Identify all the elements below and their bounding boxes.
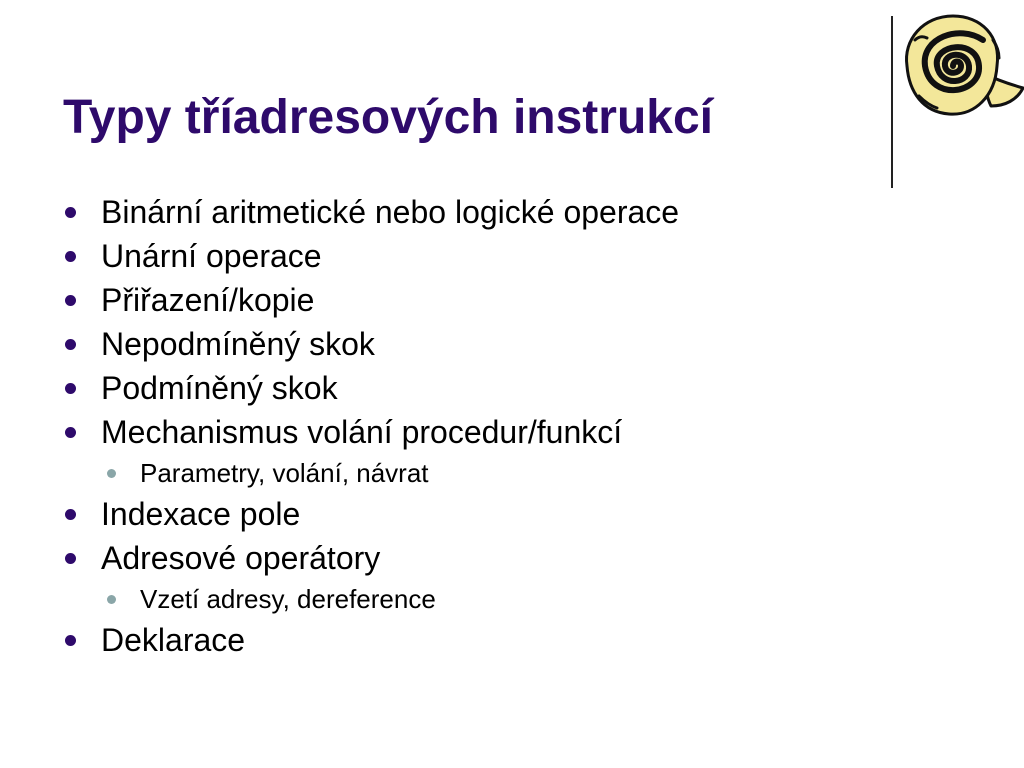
list-item bbox=[62, 492, 882, 536]
list-item bbox=[62, 410, 882, 454]
sub-bullet-icon bbox=[107, 469, 116, 478]
list-item bbox=[62, 536, 882, 580]
bullet-icon bbox=[65, 295, 76, 306]
sub-list-item-text: Vzetí adresy, dereference bbox=[140, 584, 436, 614]
bullet-icon bbox=[65, 553, 76, 564]
slide-title: Typy tříadresových instrukcí bbox=[63, 91, 714, 144]
list-item bbox=[62, 190, 882, 234]
sub-list-item-text: Parametry, volání, návrat bbox=[140, 458, 429, 488]
bullet-icon bbox=[65, 207, 76, 218]
list-item-text: Přiřazení/kopie bbox=[101, 282, 315, 318]
list-item bbox=[62, 366, 882, 410]
bullet-icon bbox=[65, 509, 76, 520]
list-item bbox=[62, 278, 882, 322]
list-item-text: Indexace pole bbox=[101, 496, 301, 532]
list-item bbox=[62, 618, 882, 662]
spiral-scroll-icon bbox=[897, 10, 1024, 122]
bullet-icon bbox=[65, 383, 76, 394]
list-item-text: Podmíněný skok bbox=[101, 370, 338, 406]
list-item bbox=[62, 322, 882, 366]
bullet-icon bbox=[65, 339, 76, 350]
list-item-text: Mechanismus volání procedur/funkcí bbox=[101, 414, 623, 450]
vertical-divider bbox=[891, 16, 893, 188]
bullet-icon bbox=[65, 635, 76, 646]
list-item-text: Adresové operátory bbox=[101, 540, 381, 576]
list-item-text: Binární aritmetické nebo logické operace bbox=[101, 194, 680, 230]
bullet-list bbox=[62, 190, 882, 662]
list-item bbox=[62, 234, 882, 278]
bullet-icon bbox=[65, 427, 76, 438]
list-item-text: Nepodmíněný skok bbox=[101, 326, 375, 362]
sub-list-item bbox=[62, 580, 882, 618]
list-item-text: Deklarace bbox=[101, 622, 246, 658]
sub-list-item bbox=[62, 454, 882, 492]
bullet-icon bbox=[65, 251, 76, 262]
list-item-text: Unární operace bbox=[101, 238, 322, 274]
sub-bullet-icon bbox=[107, 595, 116, 604]
